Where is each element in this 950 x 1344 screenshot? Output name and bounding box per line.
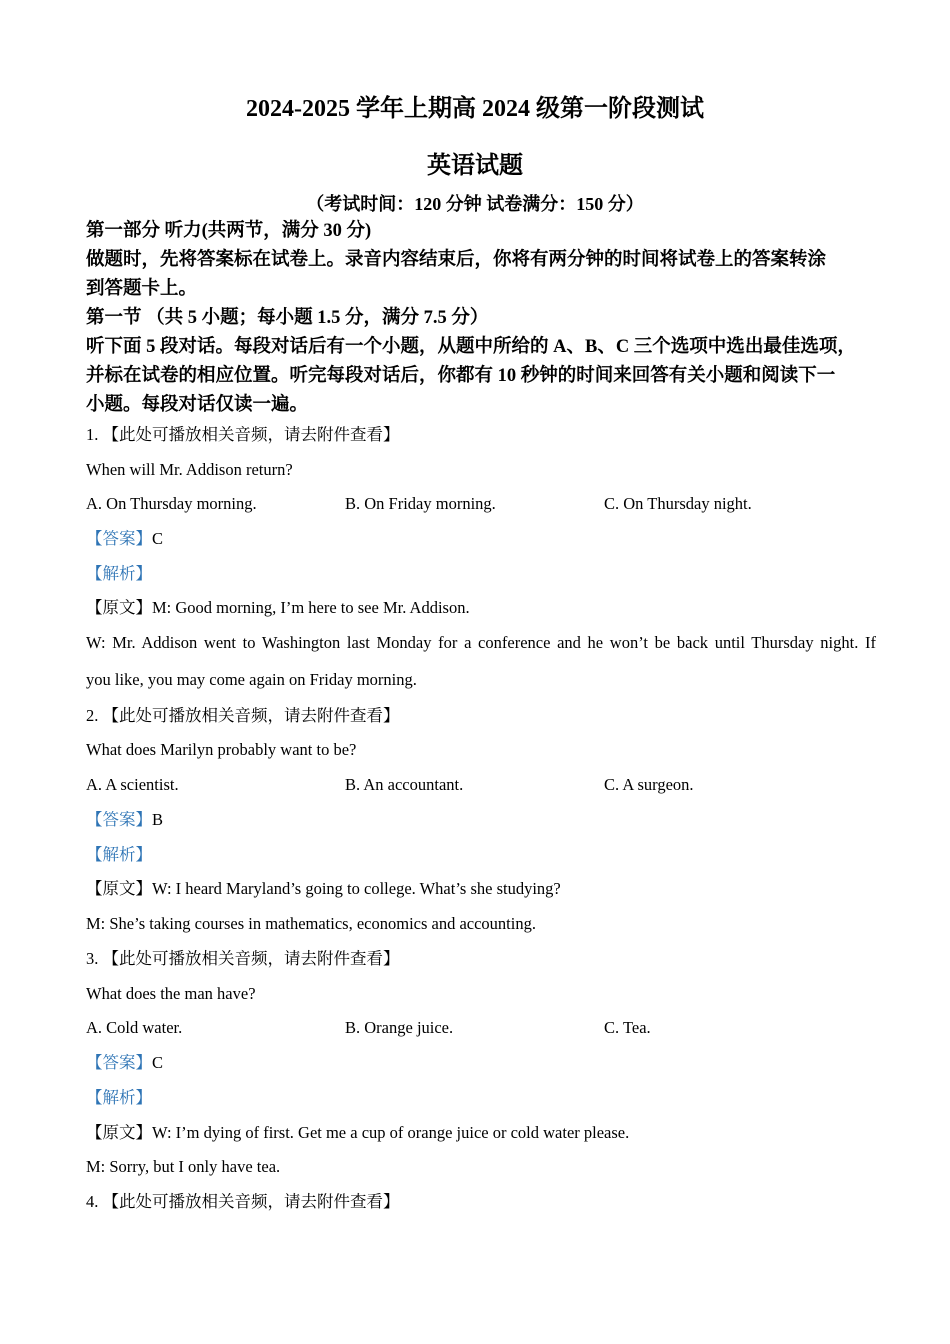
question-2-option-b: B. An accountant.: [345, 775, 464, 794]
subject-title: 英语试题: [427, 153, 523, 179]
section-instruction-3: 小题。每段对话仅读一遍。: [86, 395, 309, 415]
question-1-transcript-1: 【原文】M: Good morning, I’m here to see Mr. Addison.: [86, 598, 470, 617]
question-2-option-a: A. A scientist.: [86, 775, 179, 794]
question-1-transcript-3: you like, you may come again on Friday morning.: [86, 670, 417, 689]
question-3-transcript-1: 【原文】W: I’m dying of first. Get me a cup of orange juice or cold water please.: [86, 1123, 630, 1142]
question-3-answer: [86, 1052, 876, 1074]
question-2-analysis: 【解析】: [86, 845, 152, 864]
question-2-transcript-1: 【原文】W: I heard Maryland’s going to college. What’s she studying?: [86, 879, 561, 898]
question-4-head: 4. 【此处可播放相关音频，请去附件查看】: [86, 1192, 400, 1211]
exam-title: 2024-2025 学年上期高 2024 级第一阶段测试: [246, 96, 704, 122]
question-2-answer: [86, 809, 876, 831]
answer-value: C: [152, 529, 164, 548]
question-3-head: 3. 【此处可播放相关音频，请去附件查看】: [86, 949, 400, 968]
instruction-line-1: 做题时，先将答案标在试卷上。录音内容结束后，你将有两分钟的时间将试卷上的答案转涂: [86, 250, 827, 270]
question-1-answer: [86, 528, 876, 550]
question-3-analysis: 【解析】: [86, 1088, 152, 1107]
question-1-option-a: A. On Thursday morning.: [86, 494, 257, 513]
question-2-transcript-2: M: She’s taking courses in mathematics, economics and accounting.: [86, 914, 536, 933]
original-label: 【原文】: [86, 879, 152, 898]
question-3-option-a: A. Cold water.: [86, 1018, 183, 1037]
exam-info: （考试时间：120 分钟 试卷满分：150 分）: [306, 194, 644, 214]
question-1-text: When will Mr. Addison return?: [86, 460, 293, 479]
instruction-line-2: 到答题卡上。: [86, 279, 198, 299]
question-1-option-b: B. On Friday morning.: [345, 494, 496, 513]
answer-value: B: [152, 810, 164, 829]
question-1-transcript-2: W: Mr. Addison went to Washington last Monday for a conference and he won’t be back until Thursday night. If: [86, 633, 876, 652]
answer-label: 【答案】: [86, 810, 152, 829]
section-instruction-2: 并标在试卷的相应位置。听完每段对话后，你都有 10 秒钟的时间来回答有关小题和阅读下一: [86, 366, 836, 386]
question-1-head: 1. 【此处可播放相关音频，请去附件查看】: [86, 425, 400, 444]
question-1-analysis: 【解析】: [86, 564, 152, 583]
section-instruction-1: 听下面 5 段对话。每段对话后有一个小题，从题中所给的 A、B、C 三个选项中选出最佳选项，: [86, 337, 856, 357]
question-3-transcript-2: M: Sorry, but I only have tea.: [86, 1157, 281, 1176]
section-heading: 第一节 （共 5 小题；每小题 1.5 分，满分 7.5 分）: [86, 308, 489, 328]
answer-value: C: [152, 1053, 164, 1072]
question-3-text: What does the man have?: [86, 984, 256, 1003]
question-1-option-c: C. On Thursday night.: [604, 494, 752, 513]
part-heading: 第一部分 听力(共两节，满分 30 分): [86, 221, 372, 241]
original-label: 【原文】: [86, 1123, 152, 1142]
question-2-head: 2. 【此处可播放相关音频，请去附件查看】: [86, 706, 400, 725]
question-2-text: What does Marilyn probably want to be?: [86, 740, 357, 759]
question-3-option-b: B. Orange juice.: [345, 1018, 454, 1037]
answer-label: 【答案】: [86, 1053, 152, 1072]
answer-label: 【答案】: [86, 529, 152, 548]
question-2-option-c: C. A surgeon.: [604, 775, 694, 794]
question-3-option-c: C. Tea.: [604, 1018, 651, 1037]
original-label: 【原文】: [86, 598, 152, 617]
